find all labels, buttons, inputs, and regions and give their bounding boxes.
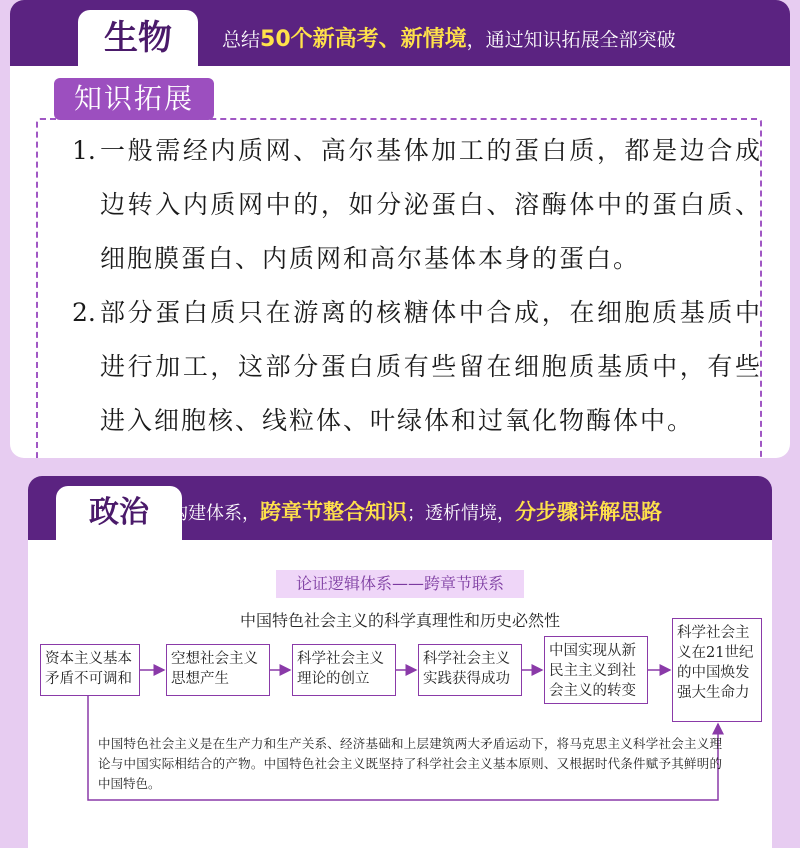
flow-step-box: 空想社会主义思想产生 — [166, 644, 270, 696]
politics-header-bar — [28, 476, 772, 540]
knowledge-point-text: 一般需经内质网、高尔基体加工的蛋白质，都是边合成边转入内质网中的，如分泌蛋白、溶酶体中的蛋白质、细胞膜蛋白、内质网和高尔基体本身的蛋白。 — [100, 136, 762, 273]
diagram-title: 中国特色社会主义的科学真理性和历史必然性 — [239, 611, 560, 630]
politics-slogan-highlight-2: 分步骤详解思路 — [515, 500, 662, 524]
knowledge-extension-tag: 知识拓展 — [54, 78, 214, 120]
flow-step-box: 科学社会主义实践获得成功 — [418, 644, 522, 696]
knowledge-point — [72, 286, 762, 448]
politics-slogan-highlight-1: 跨章节整合知识 — [260, 500, 407, 524]
flow-step-box: 资本主义基本矛盾不可调和 — [40, 644, 140, 696]
flow-step-box: 科学社会主义理论的创立 — [292, 644, 396, 696]
logic-system-label: 论证逻辑体系——跨章节联系 — [276, 570, 524, 598]
politics-slogan-part-c: ；透析情境， — [407, 503, 515, 524]
knowledge-point-number: 2. — [72, 298, 96, 327]
biology-slogan-prefix: 总结 — [222, 29, 261, 51]
knowledge-points-list — [72, 124, 762, 448]
politics-slogan — [170, 496, 662, 526]
knowledge-point-number: 1. — [72, 136, 96, 165]
knowledge-point-text: 部分蛋白质只在游离的核糖体中合成，在细胞质基质中进行加工，这部分蛋白质有些留在细胞质基质中，有些进入细胞核、线粒体、叶绿体和过氧化物酶体中。 — [100, 298, 762, 435]
biology-subject-tab: 生物 — [78, 10, 198, 66]
biology-slogan — [222, 22, 676, 53]
biology-slogan-suffix: ，通过知识拓展全部突破 — [466, 29, 676, 51]
flow-step-box: 科学社会主义在21世纪的中国焕发强大生命力 — [672, 618, 762, 722]
politics-card — [28, 476, 772, 848]
biology-header-bar — [10, 0, 790, 66]
biology-slogan-highlight: 50个新高考、新情境 — [260, 27, 467, 52]
politics-slogan-part-a: 构建体系， — [170, 503, 260, 524]
knowledge-point — [72, 124, 762, 286]
politics-subject-tab: 政治 — [56, 486, 182, 540]
biology-card — [10, 0, 790, 458]
flow-step-box: 中国实现从新民主主义到社会主义的转变 — [544, 636, 648, 704]
summary-text: 中国特色社会主义是在生产力和生产关系、经济基础和上层建筑两大矛盾运动下，将马克思主义科学社会主义理论与中国实际相结合的产物。中国特色社会主义既坚持了科学社会主义基本原则、又根据时代条件赋予其鲜明的中国特色。 — [98, 736, 722, 791]
